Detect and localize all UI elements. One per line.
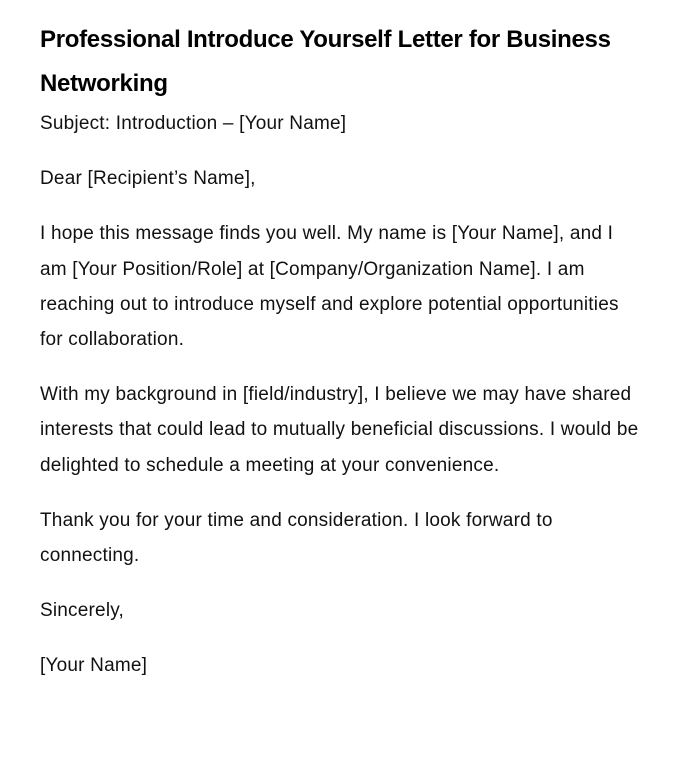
letter-document (40, 18, 640, 684)
body-paragraph-3: Thank you for your time and consideration. I look forward to connecting. (40, 509, 553, 567)
body-paragraph-2: With my background in [field/industry], I believe we may have shared interests that could lead to mutually beneficial discussions. I would be delighted to schedule a meeting at your convenience. (40, 384, 639, 476)
document-title: Professional Introduce Yourself Letter for Business Networking (40, 26, 611, 97)
body-paragraph-1: I hope this message finds you well. My name is [Your Name], and I am [Your Position/Role] at [Company/Organization Name]. I am reaching out to introduce myself and explore potential opportunities for collaboration. (40, 223, 619, 351)
signature-line: [Your Name] (40, 655, 148, 677)
closing-line: Sincerely, (40, 600, 125, 622)
subject-line: Subject: Introduction – [Your Name] (40, 113, 347, 134)
salutation: Dear [Recipient’s Name], (40, 168, 256, 190)
